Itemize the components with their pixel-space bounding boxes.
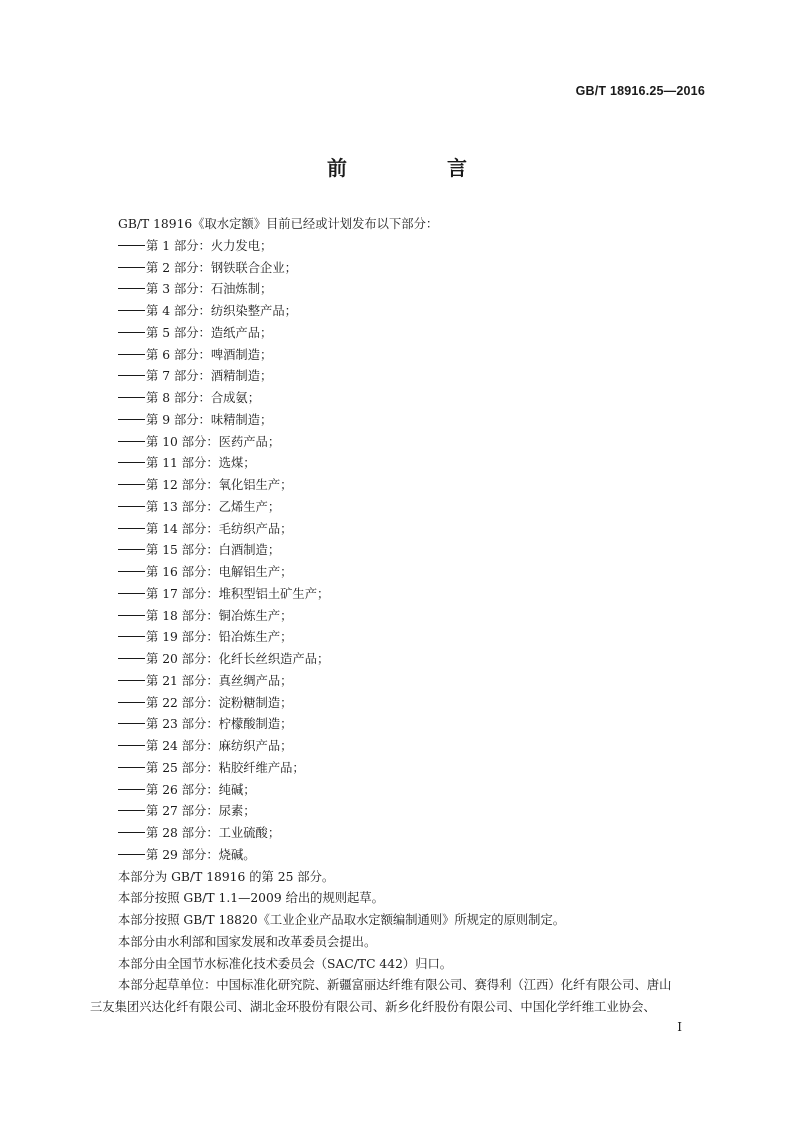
statement-paragraph: 本部分按照 GB/T 18820《工业企业产品取水定额编制通则》所规定的原则制定。 bbox=[118, 913, 566, 927]
part-list-item bbox=[90, 801, 710, 823]
dash-mark bbox=[118, 854, 145, 855]
part-list-item bbox=[90, 606, 710, 628]
dash-mark bbox=[118, 680, 145, 681]
part-label: 第 26 部分：纯碱； bbox=[146, 782, 256, 797]
part-label: 第 16 部分：电解铝生产； bbox=[146, 565, 293, 579]
part-label: 第 17 部分：堆积型铝土矿生产； bbox=[146, 586, 330, 601]
part-list-item bbox=[90, 475, 710, 497]
dash-mark bbox=[118, 354, 145, 355]
part-list-item bbox=[90, 301, 710, 323]
dash-mark bbox=[118, 789, 145, 790]
part-label: 第 18 部分：铜冶炼生产； bbox=[146, 608, 293, 623]
part-label: 第 27 部分：尿素； bbox=[146, 804, 256, 819]
dash-mark bbox=[118, 506, 145, 507]
statement-paragraph: 本部分按照 GB/T 1.1—2009 给出的规则起草。 bbox=[118, 891, 384, 906]
dash-mark bbox=[118, 462, 145, 463]
part-label: 第 28 部分：工业硫酸； bbox=[146, 826, 281, 840]
dash-mark bbox=[118, 745, 145, 746]
dash-mark bbox=[118, 484, 145, 485]
intro-paragraph: GB/T 18916《取水定额》目前已经或计划发布以下部分： bbox=[118, 217, 439, 231]
part-label: 第 5 部分：造纸产品； bbox=[146, 325, 273, 340]
part-list-item bbox=[90, 540, 710, 562]
part-list-item bbox=[90, 649, 710, 671]
statement-continuation: 三友集团兴达化纤有限公司、湖北金环股份有限公司、新乡化纤股份有限公司、中国化学纤维工业协会、 bbox=[90, 1000, 656, 1014]
part-label: 第 4 部分：纺织染整产品； bbox=[146, 304, 297, 318]
part-label: 第 13 部分：乙烯生产； bbox=[146, 499, 281, 514]
dash-mark bbox=[118, 375, 145, 376]
part-label: 第 11 部分：选煤； bbox=[146, 456, 256, 471]
part-list-item bbox=[90, 671, 710, 693]
dash-mark bbox=[118, 723, 145, 724]
dash-mark bbox=[118, 419, 145, 420]
dash-mark bbox=[118, 288, 145, 289]
part-label: 第 8 部分：合成氨； bbox=[146, 391, 261, 405]
part-label: 第 10 部分：医药产品； bbox=[146, 434, 281, 449]
dash-mark bbox=[118, 702, 145, 703]
statement-paragraph: 本部分由全国节水标准化技术委员会（SAC/TC 442）归口。 bbox=[118, 956, 453, 971]
part-label: 第 24 部分：麻纺织产品； bbox=[146, 739, 293, 753]
page-title: 前 言 bbox=[327, 156, 507, 180]
dash-mark bbox=[118, 571, 145, 572]
part-list-item bbox=[90, 497, 710, 519]
part-list-item bbox=[90, 366, 710, 388]
part-list-item bbox=[90, 845, 710, 867]
part-list-item bbox=[90, 432, 710, 454]
dash-mark bbox=[118, 615, 145, 616]
part-list-item bbox=[90, 410, 710, 432]
part-label: 第 1 部分：火力发电； bbox=[146, 238, 273, 253]
dash-mark bbox=[118, 441, 145, 442]
dash-mark bbox=[118, 245, 145, 246]
dash-mark bbox=[118, 810, 145, 811]
dash-mark bbox=[118, 593, 145, 594]
part-list-item bbox=[90, 519, 710, 541]
dash-mark bbox=[118, 310, 145, 311]
part-list-item bbox=[90, 736, 710, 758]
part-label: 第 2 部分：钢铁联合企业； bbox=[146, 260, 297, 275]
part-label: 第 3 部分：石油炼制； bbox=[146, 282, 273, 297]
part-list-item bbox=[90, 345, 710, 367]
part-list-item bbox=[90, 279, 710, 301]
part-list-item bbox=[90, 323, 710, 345]
part-label: 第 7 部分：酒精制造； bbox=[146, 369, 273, 384]
part-list-item bbox=[90, 236, 710, 258]
dash-mark bbox=[118, 767, 145, 768]
part-list-item bbox=[90, 823, 710, 845]
statement-paragraph: 本部分由水利部和国家发展和改革委员会提出。 bbox=[118, 934, 377, 949]
dash-mark bbox=[118, 832, 145, 833]
statement-paragraph: 本部分起草单位：中国标准化研究院、新疆富丽达纤维有限公司、赛得利（江西）化纤有限公司、唐山 bbox=[118, 978, 672, 993]
dash-mark bbox=[118, 636, 145, 637]
part-list-item bbox=[90, 693, 710, 715]
part-list-item bbox=[90, 584, 710, 606]
part-list-item bbox=[90, 453, 710, 475]
dash-mark bbox=[118, 332, 145, 333]
part-label: 第 25 部分：粘胶纤维产品； bbox=[146, 760, 305, 775]
dash-mark bbox=[118, 549, 145, 550]
part-list-item bbox=[90, 258, 710, 280]
part-list-item bbox=[90, 758, 710, 780]
dash-mark bbox=[118, 267, 145, 268]
part-label: 第 19 部分：铅冶炼生产； bbox=[146, 630, 293, 645]
dash-mark bbox=[118, 528, 145, 529]
page-number: I bbox=[677, 1020, 682, 1034]
part-list-item bbox=[90, 714, 710, 736]
part-label: 第 6 部分：啤酒制造； bbox=[146, 347, 273, 362]
part-list-item bbox=[90, 388, 710, 410]
part-label: 第 29 部分：烧碱。 bbox=[146, 847, 256, 862]
part-label: 第 22 部分：淀粉糖制造； bbox=[146, 695, 293, 710]
part-label: 第 21 部分：真丝绸产品； bbox=[146, 673, 293, 688]
part-label: 第 23 部分：柠檬酸制造； bbox=[146, 717, 293, 732]
part-label: 第 15 部分：白酒制造； bbox=[146, 543, 281, 558]
part-label: 第 9 部分：味精制造； bbox=[146, 412, 273, 427]
part-label: 第 14 部分：毛纺织产品； bbox=[146, 521, 293, 536]
part-label: 第 20 部分：化纤长丝织造产品； bbox=[146, 652, 330, 666]
part-list-item bbox=[90, 780, 710, 802]
standard-code: GB/T 18916.25—2016 bbox=[575, 84, 705, 98]
dash-mark bbox=[118, 397, 145, 398]
part-label: 第 12 部分：氧化铝生产； bbox=[146, 478, 293, 492]
foreword-body bbox=[90, 214, 710, 1019]
part-list-item bbox=[90, 562, 710, 584]
part-list-item bbox=[90, 627, 710, 649]
dash-mark bbox=[118, 658, 145, 659]
statement-paragraph: 本部分为 GB/T 18916 的第 25 部分。 bbox=[118, 869, 335, 884]
